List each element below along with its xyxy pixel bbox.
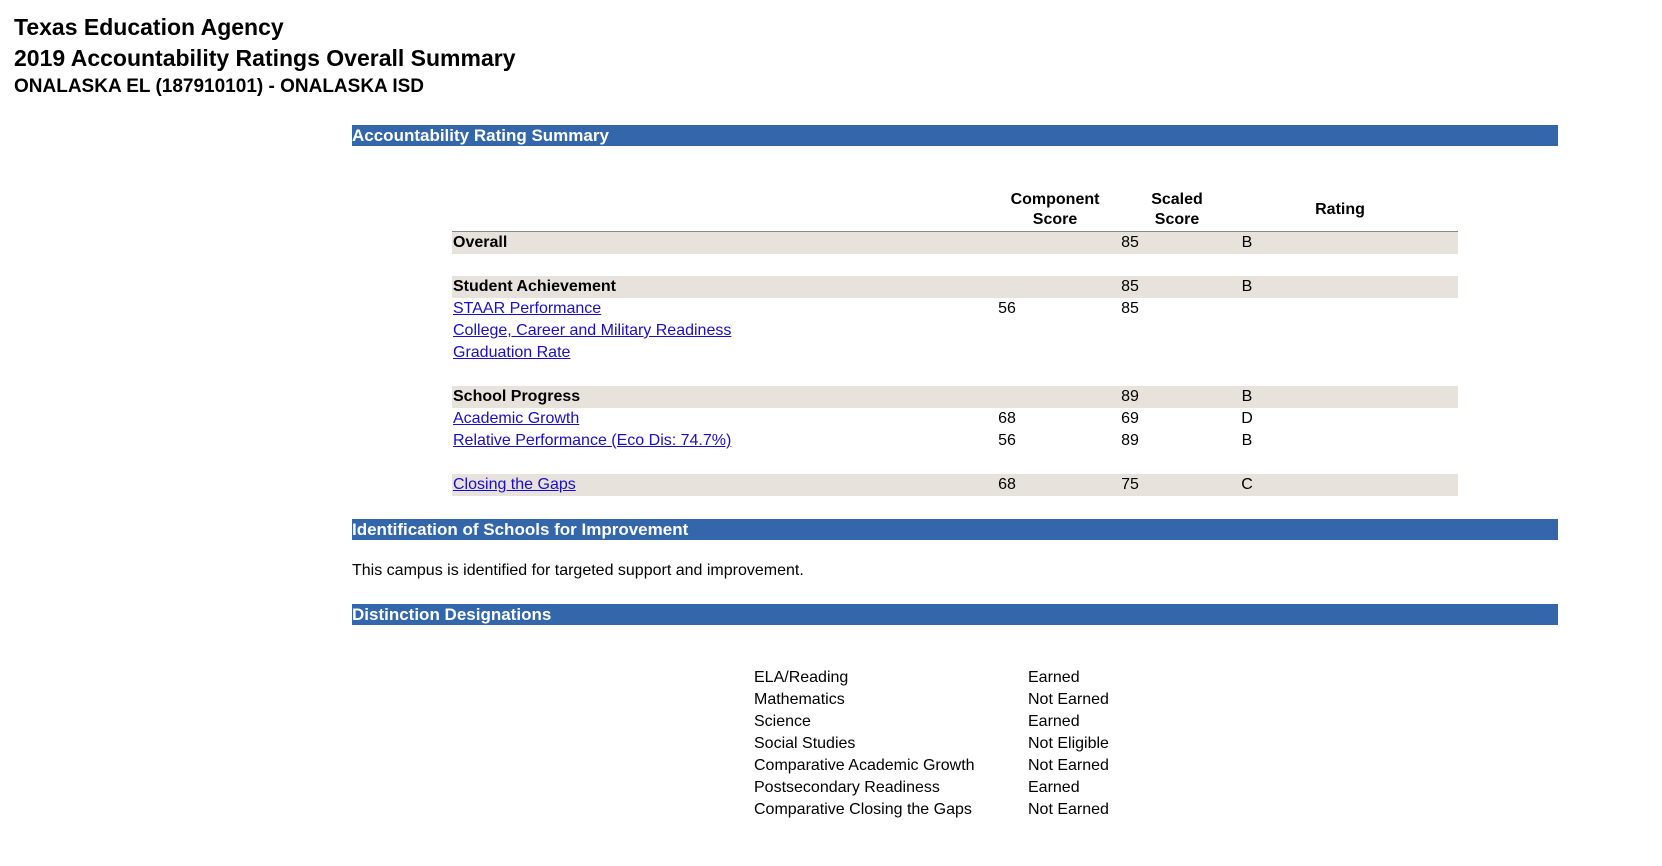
section-bar-distinctions: Distinction Designations — [352, 604, 1558, 625]
academic-growth-link[interactable]: Academic Growth — [453, 410, 580, 427]
row-label: Overall — [453, 234, 508, 251]
rating-row-staar-performance — [452, 298, 1458, 320]
ccmr-link[interactable]: College, Career and Military Readiness — [453, 322, 732, 339]
scaled-score: 69 — [1121, 410, 1139, 427]
staar-performance-link[interactable]: STAAR Performance — [453, 300, 602, 317]
relative-performance-link[interactable]: Relative Performance (Eco Dis: 74.7%) — [453, 432, 732, 449]
rating-grade: B — [1241, 432, 1253, 449]
distinction-name: ELA/Reading — [754, 669, 849, 686]
rating-row-overall — [452, 232, 1458, 254]
scaled-score: 75 — [1121, 476, 1139, 493]
agency-title: Texas Education Agency — [14, 14, 284, 40]
distinction-status: Earned — [1028, 779, 1080, 796]
section-bar-identification: Identification of Schools for Improvement — [352, 519, 1558, 540]
campus-name: ONALASKA EL (187910101) - ONALASKA ISD — [14, 76, 425, 97]
scaled-score: 85 — [1121, 234, 1139, 251]
distinction-name: Comparative Closing the Gaps — [754, 801, 972, 818]
component-score: 56 — [998, 432, 1016, 449]
column-header-scaled-score — [1142, 190, 1212, 230]
identification-text: This campus is identified for targeted support and improvement. — [352, 562, 804, 579]
component-score: 68 — [998, 476, 1016, 493]
distinction-name: Postsecondary Readiness — [754, 779, 940, 796]
distinction-status: Not Eligible — [1028, 735, 1109, 752]
distinction-name: Social Studies — [754, 735, 856, 752]
closing-the-gaps-link[interactable]: Closing the Gaps — [453, 476, 576, 493]
rating-grade: C — [1241, 476, 1253, 493]
scaled-score: 85 — [1121, 278, 1139, 295]
row-label: Student Achievement — [453, 278, 616, 295]
rating-grade: B — [1241, 278, 1253, 295]
component-score: 68 — [998, 410, 1016, 427]
distinction-status: Earned — [1028, 713, 1080, 730]
rating-grade: B — [1241, 234, 1253, 251]
rating-row-closing-the-gaps — [452, 474, 1458, 496]
rating-row-relative-performance — [452, 430, 1458, 452]
scaled-score: 85 — [1121, 300, 1139, 317]
rating-grade: B — [1241, 388, 1253, 405]
graduation-rate-link[interactable]: Graduation Rate — [453, 344, 571, 361]
distinction-name: Comparative Academic Growth — [754, 757, 975, 774]
column-header-component-line1: Component — [1010, 191, 1100, 208]
rating-grade: D — [1241, 410, 1253, 427]
distinction-status: Earned — [1028, 669, 1080, 686]
row-label: School Progress — [453, 388, 581, 405]
component-score: 56 — [998, 300, 1016, 317]
distinction-status: Not Earned — [1028, 757, 1109, 774]
rating-row-graduation-rate — [452, 342, 1458, 364]
scaled-score: 89 — [1121, 388, 1139, 405]
scaled-score: 89 — [1121, 432, 1139, 449]
rating-row-academic-growth — [452, 408, 1458, 430]
distinction-name: Mathematics — [754, 691, 845, 708]
column-header-rating: Rating — [1315, 201, 1365, 218]
column-header-scaled-line1: Scaled — [1151, 191, 1203, 208]
column-header-component-line2: Score — [1032, 211, 1078, 228]
column-header-component-score — [1000, 190, 1110, 230]
rating-row-ccmr — [452, 320, 1458, 342]
report-title: 2019 Accountability Ratings Overall Summary — [14, 45, 516, 71]
distinction-name: Science — [754, 713, 811, 730]
rating-row-student-achievement — [452, 276, 1458, 298]
distinction-status: Not Earned — [1028, 691, 1109, 708]
section-bar-rating-summary: Accountability Rating Summary — [352, 125, 1558, 146]
distinction-status: Not Earned — [1028, 801, 1109, 818]
rating-row-school-progress — [452, 386, 1458, 408]
column-header-scaled-line2: Score — [1154, 211, 1200, 228]
